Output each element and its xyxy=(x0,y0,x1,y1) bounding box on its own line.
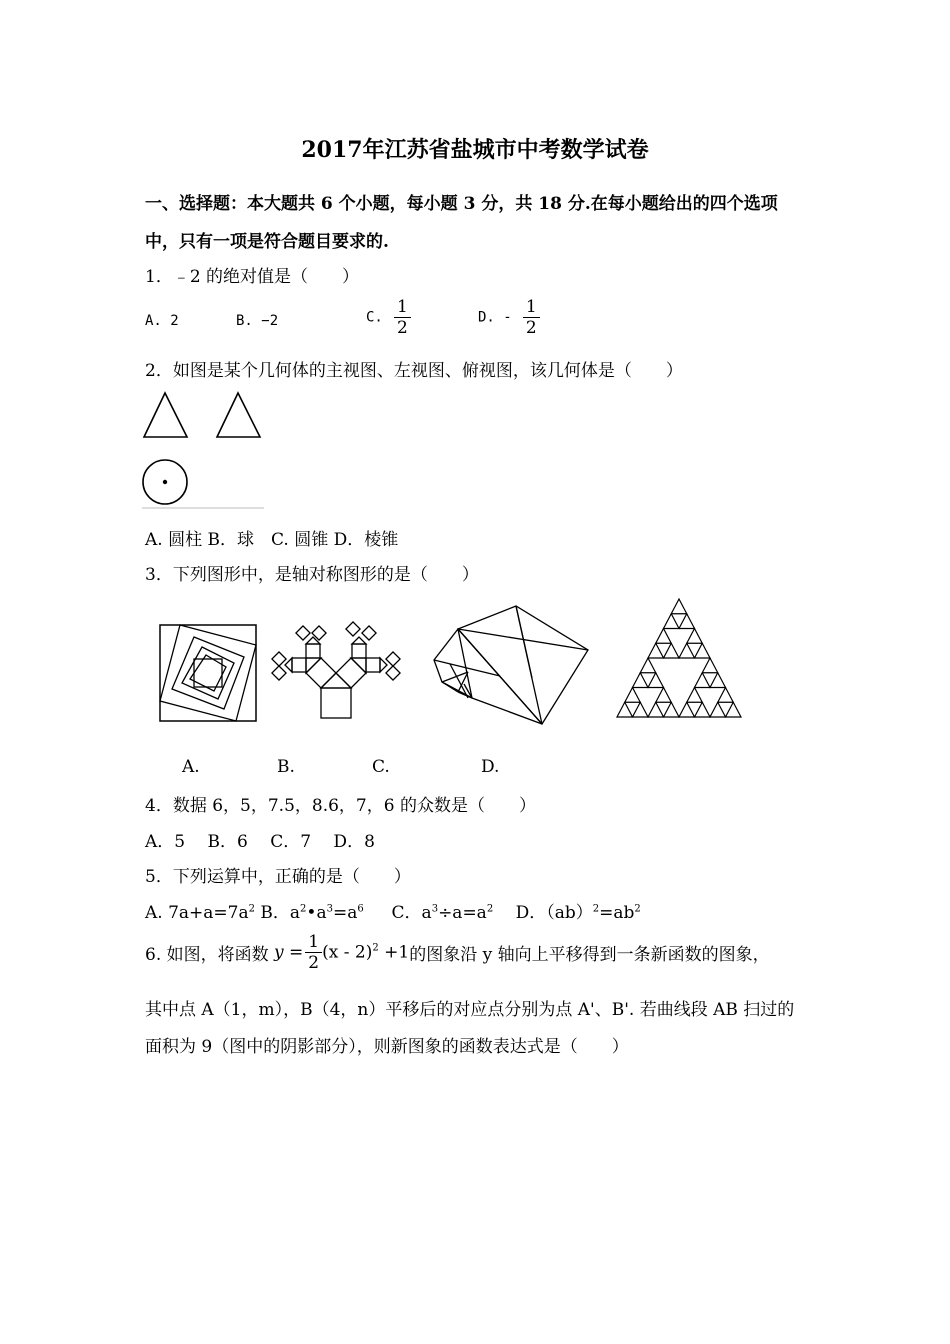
sierpinski-cell xyxy=(726,702,742,717)
exponent: 2 xyxy=(486,903,494,915)
exponent: 2 xyxy=(592,903,600,915)
sierpinski-cell xyxy=(710,702,726,717)
q1-option-c-prefix: C. xyxy=(366,309,383,326)
q6-prefix: 6. 如图，将函数 xyxy=(145,945,275,965)
exponent: 3 xyxy=(326,903,333,915)
sierpinski-cell xyxy=(625,688,641,703)
sierpinski-cell xyxy=(710,673,726,688)
q1-stem: 1．﹣2 的绝对值是（ ） xyxy=(145,267,360,287)
sierpinski-cell xyxy=(664,702,680,717)
q2-three-views-figure xyxy=(140,385,270,515)
q3-figure-c-triangle-spiral xyxy=(428,602,592,728)
exponent: 2 xyxy=(372,942,379,954)
fraction-denominator: 2 xyxy=(396,318,408,338)
q4-stem: 4．数据 6，5，7.5，8.6，7，6 的众数是（ ） xyxy=(145,796,536,816)
sierpinski-cell xyxy=(671,599,687,614)
fraction-denominator: 2 xyxy=(525,318,537,338)
q5-option-b-part: •a xyxy=(306,903,327,923)
q6-suffix: 的图象沿 y 轴向上平移得到一条新函数的图象， xyxy=(409,945,770,965)
sierpinski-cell xyxy=(718,688,734,703)
sierpinski-cell xyxy=(656,629,672,644)
q3-label-b: B. xyxy=(277,757,295,777)
q1-option-d-fraction xyxy=(523,297,540,338)
q3-label-c: C. xyxy=(372,757,390,777)
exponent: 2 xyxy=(634,903,641,915)
sierpinski-cell xyxy=(633,702,649,717)
page-title: 2017年江苏省盐城市中考数学试卷 xyxy=(301,137,649,163)
q3-label-d: D. xyxy=(481,757,500,777)
sierpinski-cell xyxy=(640,658,656,673)
front-view-triangle xyxy=(144,393,187,437)
fraction-numerator: 1 xyxy=(394,297,411,318)
q3-figure-b-pythagoras-tree xyxy=(270,618,402,723)
q1-option-a: A. 2 xyxy=(145,313,179,329)
q6-formula-rest: (x - 2) xyxy=(322,942,373,963)
exponent: 2 xyxy=(300,903,307,915)
exponent: 6 xyxy=(357,903,364,915)
q1-option-c xyxy=(366,297,411,338)
sierpinski-cell xyxy=(648,673,664,688)
q5-option-c: C．a xyxy=(369,903,432,923)
sierpinski-cell xyxy=(687,629,703,644)
sierpinski-cell xyxy=(664,614,680,629)
sierpinski-cell xyxy=(695,702,711,717)
sierpinski-cell xyxy=(687,688,703,703)
q3-figure-d-sierpinski-triangle xyxy=(615,596,745,720)
q5-option-d: D．（ab） xyxy=(498,903,593,923)
sierpinski-cell xyxy=(679,643,695,658)
exponent: 2 xyxy=(248,903,255,915)
q3-figure-a-rotated-squares xyxy=(158,623,260,725)
q2-stem: 2．如图是某个几何体的主视图、左视图、俯视图，该几何体是（ ） xyxy=(145,361,683,381)
section-heading-line2: 中，只有一项是符合题目要求的. xyxy=(145,232,389,252)
sierpinski-cell xyxy=(656,688,672,703)
q5-option-b: B．a xyxy=(260,903,301,923)
q3-stem: 3．下列图形中，是轴对称图形的是（ ） xyxy=(145,565,479,585)
q5-stem: 5．下列运算中，正确的是（ ） xyxy=(145,867,411,887)
q5-option-a: A. 7a+a=7a xyxy=(145,903,249,923)
q1-option-d xyxy=(478,297,540,338)
q6-formula-fraction xyxy=(305,932,322,973)
sierpinski-cell xyxy=(702,658,718,673)
q5-options xyxy=(145,898,641,923)
sierpinski-cell xyxy=(664,643,680,658)
sierpinski-cell xyxy=(648,643,664,658)
sierpinski-cell xyxy=(617,702,633,717)
q6-line2: 其中点 A（1，m），B（4，n）平移后的对应点分别为点 A'、B'. 若曲线段 AB 扫过的 xyxy=(145,1000,795,1020)
q3-label-a: A. xyxy=(182,757,200,777)
q6-formula-tail: +1 xyxy=(378,942,410,963)
fraction-numerator: 1 xyxy=(523,297,540,318)
top-view-center-dot xyxy=(163,480,167,484)
section-heading-line1: 一、选择题：本大题共 6 个小题，每小题 3 分，共 18 分.在每小题给出的四个选项 xyxy=(145,194,778,214)
fraction-denominator: 2 xyxy=(308,953,320,973)
sierpinski-cell xyxy=(679,614,695,629)
fraction-numerator: 1 xyxy=(305,932,322,953)
q1-option-c-fraction xyxy=(394,297,411,338)
exponent: 3 xyxy=(431,903,439,915)
q5-option-d-part: =ab xyxy=(599,903,635,923)
q5-option-c-part: ÷a=a xyxy=(438,903,487,923)
side-view-triangle xyxy=(217,393,260,437)
q2-options: A. 圆柱 B．球 C. 圆锥 D．棱锥 xyxy=(145,530,399,550)
q6-formula-y: y = xyxy=(274,942,304,963)
q1-option-d-prefix: D. - xyxy=(478,309,512,326)
sierpinski-cell xyxy=(648,702,664,717)
q4-options: A．5 B．6 C．7 D．8 xyxy=(145,832,375,852)
q1-option-b: B. −2 xyxy=(236,313,279,329)
q6-line3: 面积为 9（图中的阴影部分），则新图象的函数表达式是（ ） xyxy=(145,1037,629,1057)
sierpinski-cell xyxy=(679,702,695,717)
sierpinski-cell xyxy=(695,643,711,658)
q5-option-b-part: =a xyxy=(332,903,358,923)
sierpinski-cell xyxy=(633,673,649,688)
sierpinski-cell xyxy=(695,673,711,688)
q6-line1 xyxy=(145,932,770,973)
